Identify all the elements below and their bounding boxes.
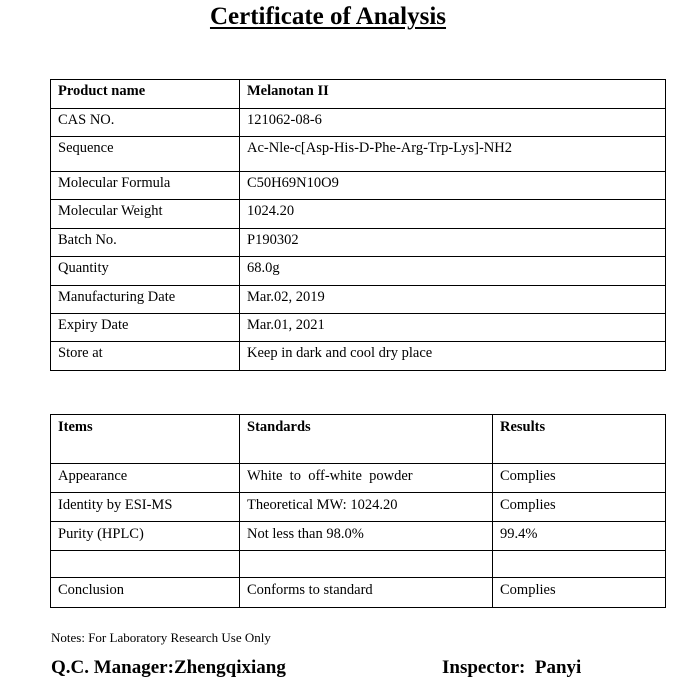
header-items: Items xyxy=(51,415,240,464)
value-cell: 68.0g xyxy=(240,257,666,286)
value-cell: Mar.01, 2021 xyxy=(240,314,666,342)
inspector-signature: Inspector: Panyi xyxy=(442,657,582,678)
document-title xyxy=(0,3,656,31)
item-cell: Appearance xyxy=(51,464,240,493)
value-cell: Mar.02, 2019 xyxy=(240,286,666,314)
table-row xyxy=(51,172,666,200)
header-results: Results xyxy=(493,415,666,464)
result-cell: Complies xyxy=(493,464,666,493)
table-row xyxy=(51,493,666,522)
notes: Notes: For Laboratory Research Use Only xyxy=(51,630,271,645)
label-cell: Batch No. xyxy=(51,229,240,257)
result-cell: Complies xyxy=(493,493,666,522)
item-cell xyxy=(51,551,240,578)
value-cell: Melanotan II xyxy=(240,80,666,109)
label-cell: Molecular Weight xyxy=(51,200,240,229)
standard-cell xyxy=(240,551,493,578)
table-row xyxy=(51,200,666,229)
item-cell: Purity (HPLC) xyxy=(51,522,240,551)
label-cell: Product name xyxy=(51,80,240,109)
standard-cell: Theoretical MW: 1024.20 xyxy=(240,493,493,522)
label-cell: CAS NO. xyxy=(51,109,240,137)
table-row xyxy=(51,464,666,493)
label-cell: Manufacturing Date xyxy=(51,286,240,314)
table-row xyxy=(51,257,666,286)
value-cell: 1024.20 xyxy=(240,200,666,229)
table-header-row xyxy=(51,415,666,464)
value-cell: 121062-08-6 xyxy=(240,109,666,137)
product-info-table xyxy=(50,79,666,371)
table-row xyxy=(51,80,666,109)
label-cell: Expiry Date xyxy=(51,314,240,342)
result-cell xyxy=(493,551,666,578)
result-cell: 99.4% xyxy=(493,522,666,551)
table-row xyxy=(51,522,666,551)
table-row xyxy=(51,342,666,371)
standard-cell: Conforms to standard xyxy=(240,578,493,608)
label-cell: Store at xyxy=(51,342,240,371)
table-row xyxy=(51,229,666,257)
standard-cell: Not less than 98.0% xyxy=(240,522,493,551)
table-row-empty xyxy=(51,551,666,578)
table-row xyxy=(51,286,666,314)
value-cell: P190302 xyxy=(240,229,666,257)
table-row xyxy=(51,137,666,172)
table-row xyxy=(51,578,666,608)
label-cell: Molecular Formula xyxy=(51,172,240,200)
label-cell: Sequence xyxy=(51,137,240,172)
table-row xyxy=(51,109,666,137)
label-cell: Quantity xyxy=(51,257,240,286)
item-cell: Identity by ESI-MS xyxy=(51,493,240,522)
table-row xyxy=(51,314,666,342)
standard-cell: White to off-white powder xyxy=(240,464,493,493)
item-cell: Conclusion xyxy=(51,578,240,608)
header-standards: Standards xyxy=(240,415,493,464)
document-title-text: Certificate of Analysis xyxy=(209,3,447,30)
value-cell: Keep in dark and cool dry place xyxy=(240,342,666,371)
value-cell: C50H69N10O9 xyxy=(240,172,666,200)
qc-manager-signature: Q.C. Manager:Zhengqixiang xyxy=(51,657,286,678)
value-cell: Ac-Nle-c[Asp-His-D-Phe-Arg-Trp-Lys]-NH2 xyxy=(240,137,666,172)
test-results-table xyxy=(50,414,666,608)
result-cell: Complies xyxy=(493,578,666,608)
